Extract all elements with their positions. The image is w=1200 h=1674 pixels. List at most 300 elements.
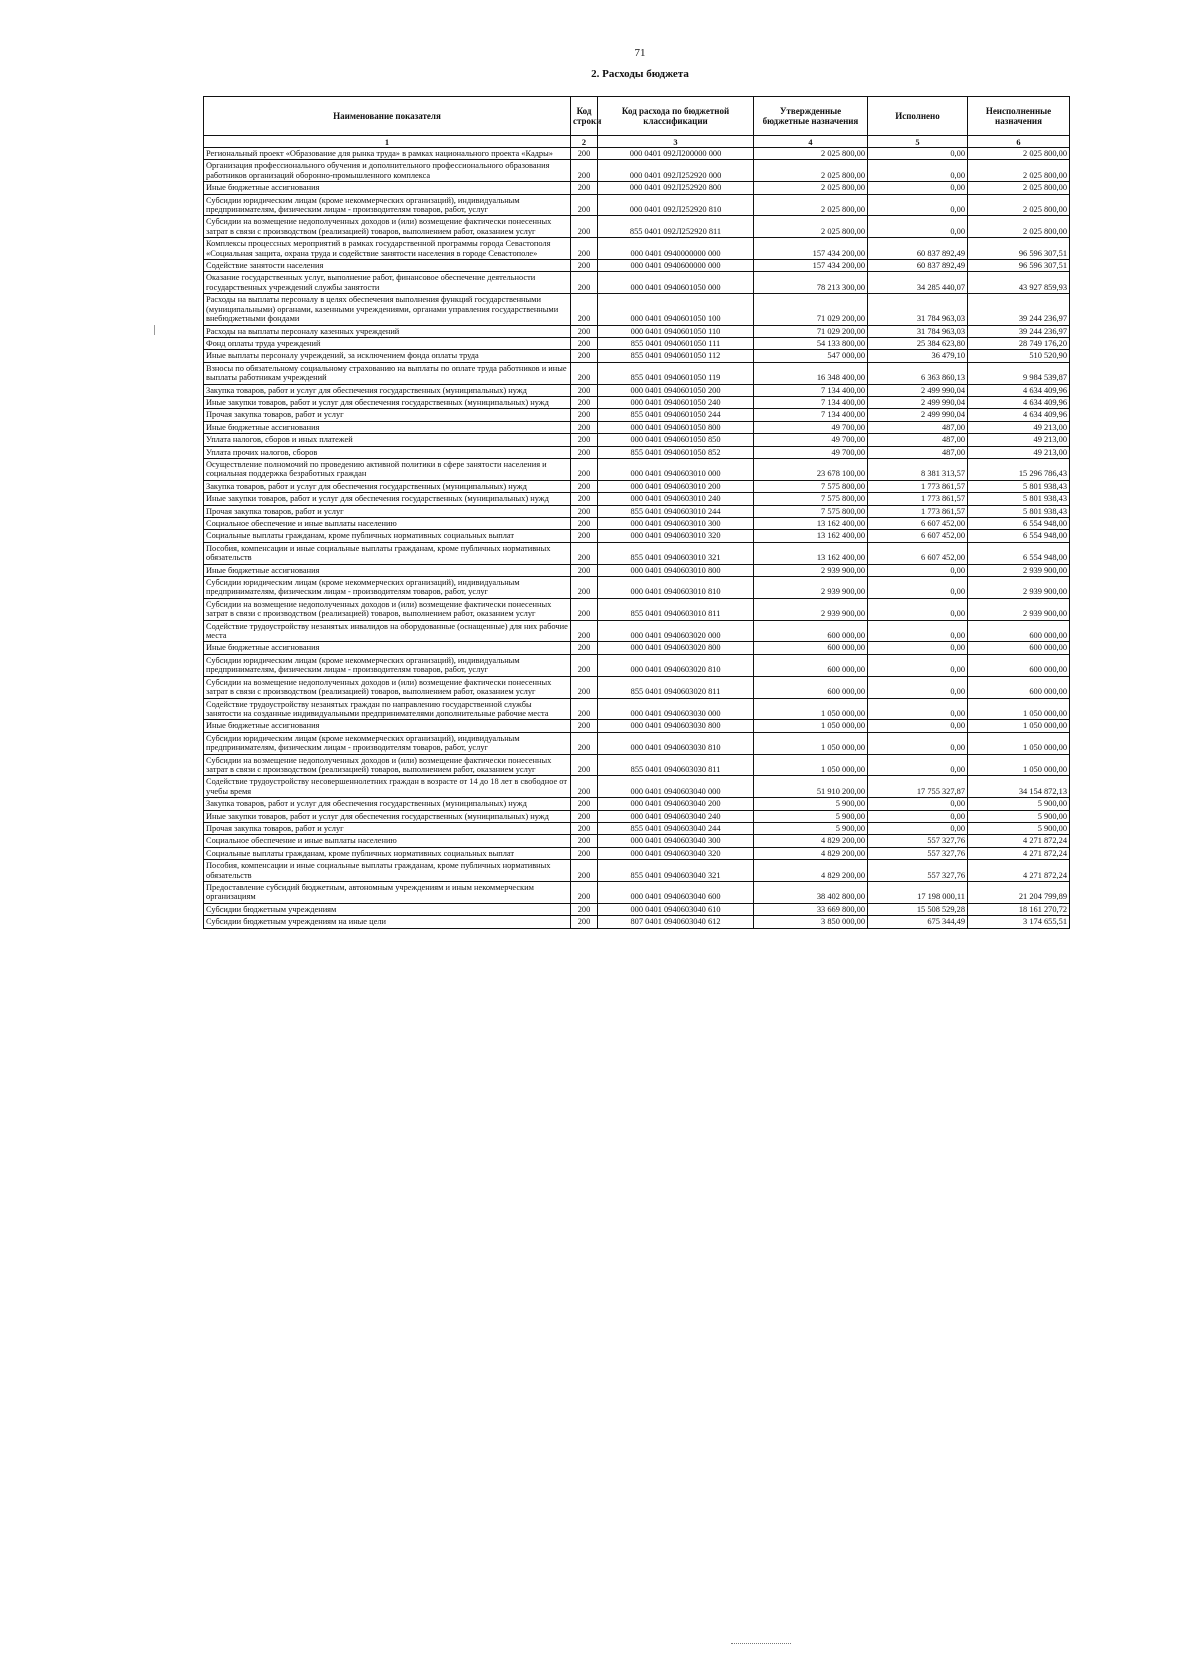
row-budget-code: 000 0401 092Л252920 800 [598,182,754,194]
table-row [204,916,1070,928]
row-line-code: 200 [571,882,598,904]
row-budget-code: 855 0401 0940603010 811 [598,598,754,620]
row-unexecuted: 5 801 938,43 [968,480,1070,492]
table-row [204,577,1070,599]
row-budget-code: 000 0401 092Л252920 000 [598,160,754,182]
header-unexecuted: Неисполненные назначения [968,97,1070,136]
row-name: Предоставление субсидий бюджетным, автономным учреждениям и иным некоммерческим организациям [204,882,571,904]
row-approved: 7 134 400,00 [754,384,868,396]
column-number: 6 [968,136,1070,148]
table-row [204,337,1070,349]
row-name: Закупка товаров, работ и услуг для обеспечения государственных (муниципальных) нужд [204,798,571,810]
column-number: 5 [868,136,968,148]
row-line-code: 200 [571,518,598,530]
row-budget-code: 000 0401 0940603010 200 [598,480,754,492]
row-budget-code: 000 0401 0940603010 000 [598,458,754,480]
row-unexecuted: 49 213,00 [968,434,1070,446]
row-executed: 0,00 [868,620,968,642]
table-row [204,160,1070,182]
row-budget-code: 000 0401 0940603040 000 [598,776,754,798]
header-line-code: Код строки [571,97,598,136]
row-budget-code: 000 0401 0940603030 800 [598,720,754,732]
row-line-code: 200 [571,238,598,260]
row-line-code: 200 [571,564,598,576]
table-row [204,362,1070,384]
row-executed: 0,00 [868,798,968,810]
row-budget-code: 000 0401 092Л200000 000 [598,148,754,160]
row-executed: 557 327,76 [868,835,968,847]
row-budget-code: 000 0401 0940603030 000 [598,698,754,720]
row-name: Субсидии бюджетным учреждениям на иные цели [204,916,571,928]
row-name: Прочая закупка товаров, работ и услуг [204,505,571,517]
row-approved: 54 133 800,00 [754,337,868,349]
row-name: Комплексы процессных мероприятий в рамках государственной программы города Севастополя «Социальная защита, охрана труда и содействие занятости населения в городе Севастополе» [204,238,571,260]
row-line-code: 200 [571,732,598,754]
row-unexecuted: 5 900,00 [968,810,1070,822]
row-approved: 600 000,00 [754,620,868,642]
row-budget-code: 855 0401 0940603040 244 [598,822,754,834]
row-approved: 16 348 400,00 [754,362,868,384]
table-row [204,350,1070,362]
row-executed: 0,00 [868,720,968,732]
row-name: Пособия, компенсации и иные социальные выплаты гражданам, кроме публичных нормативных обязательств [204,860,571,882]
row-approved: 1 050 000,00 [754,732,868,754]
row-line-code: 200 [571,182,598,194]
row-line-code: 200 [571,421,598,433]
row-unexecuted: 5 801 938,43 [968,505,1070,517]
table-row [204,754,1070,776]
row-name: Социальные выплаты гражданам, кроме публичных нормативных социальных выплат [204,530,571,542]
row-budget-code: 855 0401 0940603040 321 [598,860,754,882]
row-approved: 7 134 400,00 [754,396,868,408]
margin-mark [154,325,156,335]
row-approved: 600 000,00 [754,642,868,654]
row-name: Иные бюджетные ассигнования [204,182,571,194]
table-row [204,272,1070,294]
row-line-code: 200 [571,480,598,492]
row-line-code: 200 [571,835,598,847]
row-budget-code: 855 0401 0940603030 811 [598,754,754,776]
row-line-code: 200 [571,754,598,776]
row-approved: 7 575 800,00 [754,493,868,505]
row-unexecuted: 2 025 800,00 [968,160,1070,182]
row-line-code: 200 [571,798,598,810]
row-line-code: 200 [571,676,598,698]
row-budget-code: 000 0401 092Л252920 810 [598,194,754,216]
row-unexecuted: 510 520,90 [968,350,1070,362]
row-name: Социальные выплаты гражданам, кроме публичных нормативных социальных выплат [204,847,571,859]
row-approved: 2 025 800,00 [754,216,868,238]
row-approved: 4 829 200,00 [754,860,868,882]
row-approved: 51 910 200,00 [754,776,868,798]
row-line-code: 200 [571,325,598,337]
row-name: Субсидии юридическим лицам (кроме некоммерческих организаций), индивидуальным предпринимателям, физическим лицам - производителям товаров, работ, услуг [204,577,571,599]
row-executed: 15 508 529,28 [868,903,968,915]
row-line-code: 200 [571,903,598,915]
row-executed: 17 755 327,87 [868,776,968,798]
row-unexecuted: 1 050 000,00 [968,720,1070,732]
row-unexecuted: 2 025 800,00 [968,194,1070,216]
row-budget-code: 000 0401 0940601050 200 [598,384,754,396]
row-unexecuted: 4 271 872,24 [968,835,1070,847]
row-budget-code: 000 0401 0940603020 810 [598,654,754,676]
row-executed: 0,00 [868,598,968,620]
table-row [204,518,1070,530]
row-unexecuted: 21 204 799,89 [968,882,1070,904]
row-approved: 2 025 800,00 [754,194,868,216]
row-budget-code: 000 0401 0940603020 000 [598,620,754,642]
row-executed: 0,00 [868,754,968,776]
row-executed: 34 285 440,07 [868,272,968,294]
table-row [204,409,1070,421]
row-approved: 157 434 200,00 [754,260,868,272]
row-executed: 1 773 861,57 [868,480,968,492]
row-executed: 0,00 [868,194,968,216]
header-name: Наименование показателя [204,97,571,136]
row-approved: 13 162 400,00 [754,518,868,530]
table-row [204,732,1070,754]
row-approved: 4 829 200,00 [754,835,868,847]
row-name: Содействие занятости населения [204,260,571,272]
row-line-code: 200 [571,396,598,408]
row-executed: 6 607 452,00 [868,530,968,542]
header-row [204,97,1070,136]
table-row [204,238,1070,260]
row-line-code: 200 [571,620,598,642]
row-unexecuted: 18 161 270,72 [968,903,1070,915]
row-executed: 675 344,49 [868,916,968,928]
row-budget-code: 855 0401 0940603010 321 [598,542,754,564]
row-approved: 4 829 200,00 [754,847,868,859]
row-line-code: 200 [571,847,598,859]
table-body [204,136,1070,929]
row-budget-code: 000 0401 0940601050 240 [598,396,754,408]
table-row [204,542,1070,564]
row-unexecuted: 5 900,00 [968,822,1070,834]
table-row [204,776,1070,798]
row-line-code: 200 [571,409,598,421]
table-row [204,720,1070,732]
table-row [204,654,1070,676]
row-executed: 60 837 892,49 [868,260,968,272]
row-executed: 487,00 [868,446,968,458]
row-executed: 0,00 [868,564,968,576]
row-name: Расходы на выплаты персоналу казенных учреждений [204,325,571,337]
row-unexecuted: 600 000,00 [968,642,1070,654]
row-name: Субсидии юридическим лицам (кроме некоммерческих организаций), индивидуальным предпринимателям, физическим лицам - производителям товаров, работ, услуг [204,194,571,216]
row-line-code: 200 [571,642,598,654]
row-approved: 547 000,00 [754,350,868,362]
row-line-code: 200 [571,337,598,349]
row-approved: 49 700,00 [754,434,868,446]
table-row [204,530,1070,542]
row-budget-code: 000 0401 0940601050 000 [598,272,754,294]
row-executed: 557 327,76 [868,860,968,882]
row-unexecuted: 49 213,00 [968,421,1070,433]
table-row [204,446,1070,458]
row-approved: 1 050 000,00 [754,720,868,732]
row-line-code: 200 [571,294,598,325]
row-executed: 6 363 860,13 [868,362,968,384]
row-executed: 8 381 313,57 [868,458,968,480]
row-approved: 3 850 000,00 [754,916,868,928]
row-name: Иные закупки товаров, работ и услуг для обеспечения государственных (муниципальных) нужд [204,493,571,505]
table-row [204,421,1070,433]
row-budget-code: 000 0401 0940603040 240 [598,810,754,822]
table-row [204,598,1070,620]
row-executed: 0,00 [868,698,968,720]
table-row [204,620,1070,642]
row-line-code: 200 [571,384,598,396]
table-row [204,194,1070,216]
row-unexecuted: 6 554 948,00 [968,518,1070,530]
row-budget-code: 807 0401 0940603040 612 [598,916,754,928]
row-approved: 23 678 100,00 [754,458,868,480]
row-approved: 13 162 400,00 [754,542,868,564]
row-budget-code: 000 0401 0940603040 320 [598,847,754,859]
row-unexecuted: 1 050 000,00 [968,732,1070,754]
row-budget-code: 000 0401 0940603010 240 [598,493,754,505]
row-budget-code: 855 0401 0940601050 112 [598,350,754,362]
row-line-code: 200 [571,916,598,928]
row-executed: 0,00 [868,642,968,654]
row-budget-code: 000 0401 0940603040 600 [598,882,754,904]
table-row [204,505,1070,517]
table-row [204,260,1070,272]
row-line-code: 200 [571,272,598,294]
row-unexecuted: 2 025 800,00 [968,216,1070,238]
row-unexecuted: 4 271 872,24 [968,860,1070,882]
row-unexecuted: 39 244 236,97 [968,325,1070,337]
row-line-code: 200 [571,530,598,542]
row-name: Региональный проект «Образование для рынка труда» в рамках национального проекта «Кадры» [204,148,571,160]
row-executed: 487,00 [868,434,968,446]
row-approved: 38 402 800,00 [754,882,868,904]
table-row [204,384,1070,396]
row-line-code: 200 [571,720,598,732]
row-unexecuted: 2 939 900,00 [968,577,1070,599]
row-name: Субсидии бюджетным учреждениям [204,903,571,915]
row-name: Фонд оплаты труда учреждений [204,337,571,349]
row-unexecuted: 2 939 900,00 [968,564,1070,576]
row-executed: 31 784 963,03 [868,325,968,337]
row-approved: 2 025 800,00 [754,148,868,160]
row-unexecuted: 2 025 800,00 [968,182,1070,194]
row-name: Субсидии на возмещение недополученных доходов и (или) возмещение фактически понесенных затрат в связи с производством (реализацией) товаров, выполнением работ, оказанием услуг [204,598,571,620]
row-executed: 0,00 [868,577,968,599]
row-approved: 49 700,00 [754,446,868,458]
row-executed: 0,00 [868,822,968,834]
row-budget-code: 000 0401 0940603010 810 [598,577,754,599]
row-unexecuted: 39 244 236,97 [968,294,1070,325]
row-budget-code: 855 0401 0940603010 244 [598,505,754,517]
row-approved: 5 900,00 [754,798,868,810]
row-unexecuted: 6 554 948,00 [968,542,1070,564]
row-approved: 2 025 800,00 [754,160,868,182]
row-budget-code: 855 0401 0940601050 119 [598,362,754,384]
expenses-table [203,96,1070,929]
row-budget-code: 000 0401 0940601050 850 [598,434,754,446]
row-executed: 2 499 990,04 [868,409,968,421]
table-row [204,325,1070,337]
row-executed: 6 607 452,00 [868,518,968,530]
table-row [204,810,1070,822]
row-unexecuted: 1 050 000,00 [968,698,1070,720]
row-name: Иные бюджетные ассигнования [204,720,571,732]
row-unexecuted: 1 050 000,00 [968,754,1070,776]
header-approved: Утвержденные бюджетные назначения [754,97,868,136]
row-line-code: 200 [571,542,598,564]
table-row [204,182,1070,194]
row-line-code: 200 [571,458,598,480]
row-name: Иные закупки товаров, работ и услуг для обеспечения государственных (муниципальных) нужд [204,810,571,822]
table-row [204,396,1070,408]
row-executed: 1 773 861,57 [868,505,968,517]
row-budget-code: 855 0401 092Л252920 811 [598,216,754,238]
row-approved: 5 900,00 [754,810,868,822]
row-executed: 487,00 [868,421,968,433]
column-number-row [204,136,1070,148]
row-unexecuted: 9 984 539,87 [968,362,1070,384]
row-budget-code: 000 0401 0940601050 100 [598,294,754,325]
row-line-code: 200 [571,350,598,362]
table-row [204,903,1070,915]
row-budget-code: 855 0401 0940603020 811 [598,676,754,698]
row-line-code: 200 [571,362,598,384]
row-approved: 2 939 900,00 [754,577,868,599]
row-unexecuted: 5 900,00 [968,798,1070,810]
row-line-code: 200 [571,598,598,620]
row-executed: 31 784 963,03 [868,294,968,325]
row-executed: 17 198 000,11 [868,882,968,904]
row-name: Субсидии на возмещение недополученных доходов и (или) возмещение фактически понесенных затрат в связи с производством (реализацией) товаров, выполнением работ, оказанием услуг [204,216,571,238]
table-row [204,434,1070,446]
row-approved: 2 025 800,00 [754,182,868,194]
row-unexecuted: 34 154 872,13 [968,776,1070,798]
table-row [204,458,1070,480]
row-unexecuted: 15 296 786,43 [968,458,1070,480]
row-line-code: 200 [571,698,598,720]
row-name: Закупка товаров, работ и услуг для обеспечения государственных (муниципальных) нужд [204,480,571,492]
row-unexecuted: 4 634 409,96 [968,409,1070,421]
row-budget-code: 855 0401 0940601050 852 [598,446,754,458]
row-name: Субсидии на возмещение недополученных доходов и (или) возмещение фактически понесенных затрат в связи с производством (реализацией) товаров, выполнением работ, оказанием услуг [204,754,571,776]
row-executed: 0,00 [868,676,968,698]
row-name: Социальное обеспечение и иные выплаты населению [204,835,571,847]
row-unexecuted: 43 927 859,93 [968,272,1070,294]
row-executed: 6 607 452,00 [868,542,968,564]
row-budget-code: 000 0401 0940600000 000 [598,260,754,272]
row-approved: 7 575 800,00 [754,480,868,492]
row-name: Оказание государственных услуг, выполнение работ, финансовое обеспечение деятельности государственных учреждений службы занятости [204,272,571,294]
table-row [204,564,1070,576]
row-approved: 2 939 900,00 [754,564,868,576]
row-approved: 157 434 200,00 [754,238,868,260]
row-line-code: 200 [571,434,598,446]
row-line-code: 200 [571,822,598,834]
row-name: Субсидии юридическим лицам (кроме некоммерческих организаций), индивидуальным предпринимателям, физическим лицам - производителям товаров, работ, услуг [204,732,571,754]
row-approved: 33 669 800,00 [754,903,868,915]
row-approved: 5 900,00 [754,822,868,834]
row-budget-code: 000 0401 0940603040 300 [598,835,754,847]
row-unexecuted: 96 596 307,51 [968,260,1070,272]
row-name: Пособия, компенсации и иные социальные выплаты гражданам, кроме публичных нормативных обязательств [204,542,571,564]
table-row [204,216,1070,238]
table-row [204,642,1070,654]
row-approved: 2 939 900,00 [754,598,868,620]
table-row [204,493,1070,505]
row-line-code: 200 [571,860,598,882]
row-approved: 13 162 400,00 [754,530,868,542]
row-name: Прочая закупка товаров, работ и услуг [204,409,571,421]
row-executed: 2 499 990,04 [868,396,968,408]
row-name: Субсидии юридическим лицам (кроме некоммерческих организаций), индивидуальным предпринимателям, физическим лицам - производителям товаров, работ, услуг [204,654,571,676]
row-approved: 49 700,00 [754,421,868,433]
row-budget-code: 855 0401 0940601050 111 [598,337,754,349]
row-name: Осуществление полномочий по проведению активной политики в сфере занятости населения и социальная поддержка безработных граждан [204,458,571,480]
table-row [204,835,1070,847]
row-executed: 2 499 990,04 [868,384,968,396]
row-line-code: 200 [571,216,598,238]
row-unexecuted: 6 554 948,00 [968,530,1070,542]
row-executed: 0,00 [868,182,968,194]
row-unexecuted: 4 271 872,24 [968,847,1070,859]
row-executed: 0,00 [868,654,968,676]
row-line-code: 200 [571,577,598,599]
row-line-code: 200 [571,505,598,517]
row-name: Содействие трудоустройству несовершеннолетних граждан в возрасте от 14 до 18 лет в свободное от учебы время [204,776,571,798]
row-name: Закупка товаров, работ и услуг для обеспечения государственных (муниципальных) нужд [204,384,571,396]
table-row [204,676,1070,698]
row-unexecuted: 4 634 409,96 [968,396,1070,408]
row-approved: 71 029 200,00 [754,294,868,325]
row-executed: 0,00 [868,732,968,754]
row-budget-code: 855 0401 0940601050 244 [598,409,754,421]
row-budget-code: 000 0401 0940000000 000 [598,238,754,260]
row-name: Субсидии на возмещение недополученных доходов и (или) возмещение фактически понесенных затрат в связи с производством (реализацией) товаров, выполнением работ, оказанием услуг [204,676,571,698]
row-approved: 78 213 300,00 [754,272,868,294]
row-line-code: 200 [571,446,598,458]
row-unexecuted: 3 174 655,51 [968,916,1070,928]
row-name: Прочая закупка товаров, работ и услуг [204,822,571,834]
footer-mark [731,1643,791,1646]
row-approved: 7 575 800,00 [754,505,868,517]
row-budget-code: 000 0401 0940603030 810 [598,732,754,754]
row-unexecuted: 2 939 900,00 [968,598,1070,620]
column-number: 1 [204,136,571,148]
row-executed: 1 773 861,57 [868,493,968,505]
row-budget-code: 000 0401 0940603010 320 [598,530,754,542]
row-name: Иные выплаты персоналу учреждений, за исключением фонда оплаты труда [204,350,571,362]
row-name: Иные закупки товаров, работ и услуг для обеспечения государственных (муниципальных) нужд [204,396,571,408]
row-approved: 600 000,00 [754,676,868,698]
row-executed: 0,00 [868,216,968,238]
row-executed: 25 384 623,80 [868,337,968,349]
column-number: 4 [754,136,868,148]
row-line-code: 200 [571,160,598,182]
row-name: Расходы на выплаты персоналу в целях обеспечения выполнения функций государственными (муниципальными) органами, казенными учреждениями, органами управления государственными внебюджетными фондами [204,294,571,325]
row-unexecuted: 600 000,00 [968,620,1070,642]
row-approved: 1 050 000,00 [754,754,868,776]
row-unexecuted: 600 000,00 [968,676,1070,698]
row-line-code: 200 [571,776,598,798]
table-row [204,847,1070,859]
column-number: 2 [571,136,598,148]
row-budget-code: 000 0401 0940601050 110 [598,325,754,337]
table-row [204,148,1070,160]
row-name: Уплата налогов, сборов и иных платежей [204,434,571,446]
table-row [204,480,1070,492]
